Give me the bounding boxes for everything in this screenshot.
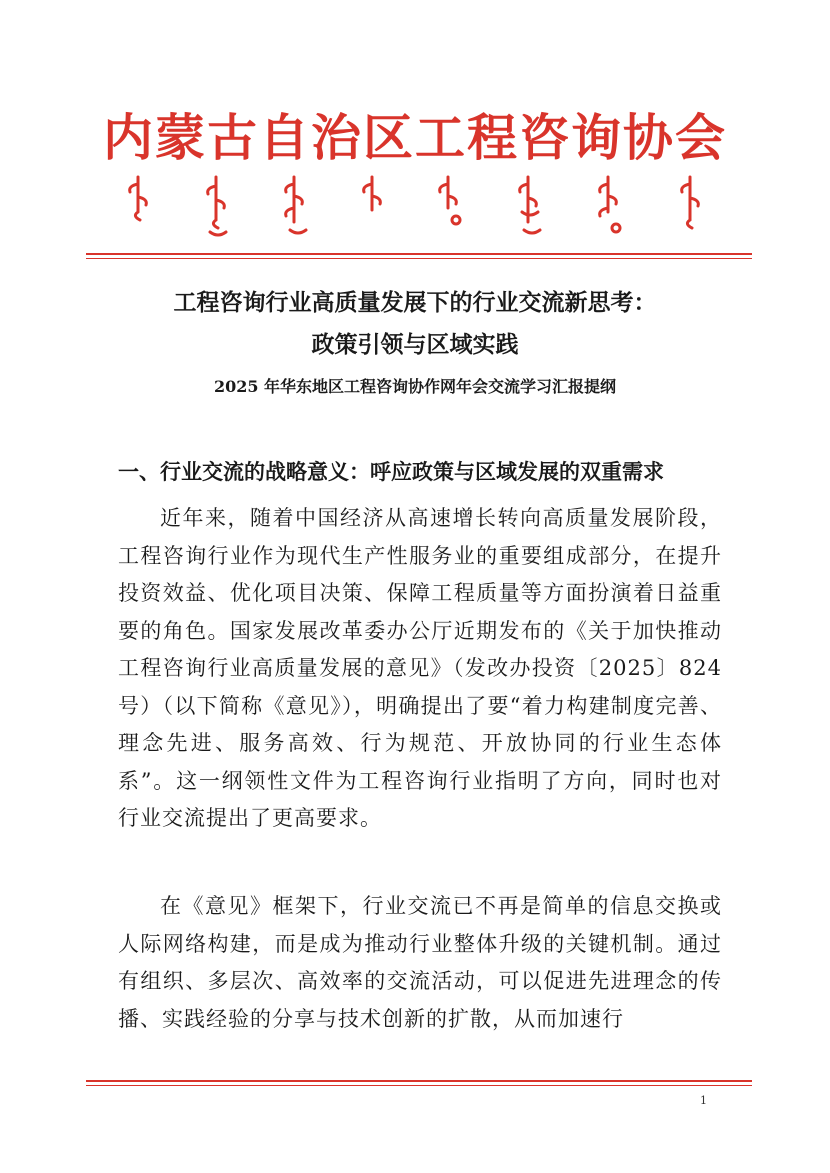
mongolian-word-6 — [520, 177, 540, 233]
mongolian-word-3 — [286, 177, 306, 233]
letterhead-org-name: 内蒙古自治区工程咨询协会 — [103, 108, 727, 167]
mongolian-word-2 — [208, 177, 226, 235]
letterhead-divider-thick — [86, 253, 752, 255]
footer-divider-thin — [86, 1085, 752, 1086]
document-title-line-1: 工程咨询行业高质量发展下的行业交流新思考： — [173, 289, 657, 316]
body-paragraph-1: 近年来，随着中国经济从高速增长转向高质量发展阶段，工程咨询行业作为现代生产性服务业的重要组成部分，在提升投资效益、优化项目决策、保障工程质量等方面扮演着日益重要的角色。国家发展改革委办公厅近期发布的《关于加快推动工程咨询行业高质量发展的意见》（发改办投资〔2025〕824 号）（以下简称《意见》），明确提出了要“着力构建制度完善、理念先进、服务高效、行为规范、开放协同的行业生态体系”。这一纲领性文件为工程咨询行业指明了方向，同时也对行业交流提出了更高要求。 — [118, 506, 722, 830]
mongolian-word-8 — [682, 177, 699, 228]
section-heading: 一、行业交流的战略意义：呼应政策与区域发展的双重需求 — [118, 459, 664, 484]
body-paragraph-2: 在《意见》框架下，行业交流已不再是简单的信息交换或人际网络构建，而是成为推动行业整体升级的关键机制。通过有组织、多层次、高效率的交流活动，可以促进先进理念的传播、实践经验的分享与技术创新的扩散，从而加速行 — [118, 894, 722, 1031]
mongolian-word-7 — [600, 177, 620, 232]
footer-divider-thick — [86, 1080, 752, 1082]
document-title-line-2: 政策引领与区域实践 — [311, 331, 519, 358]
mongolian-word-1 — [130, 177, 147, 220]
page-number: 1 — [700, 1094, 707, 1107]
letterhead-divider-thin — [86, 258, 752, 259]
mongolian-word-5 — [440, 177, 460, 224]
mongolian-word-4 — [364, 177, 381, 210]
document-subtitle: 2025 年华东地区工程咨询协作网年会交流学习汇报提纲 — [213, 377, 617, 396]
mongolian-script-org-name — [118, 172, 718, 242]
